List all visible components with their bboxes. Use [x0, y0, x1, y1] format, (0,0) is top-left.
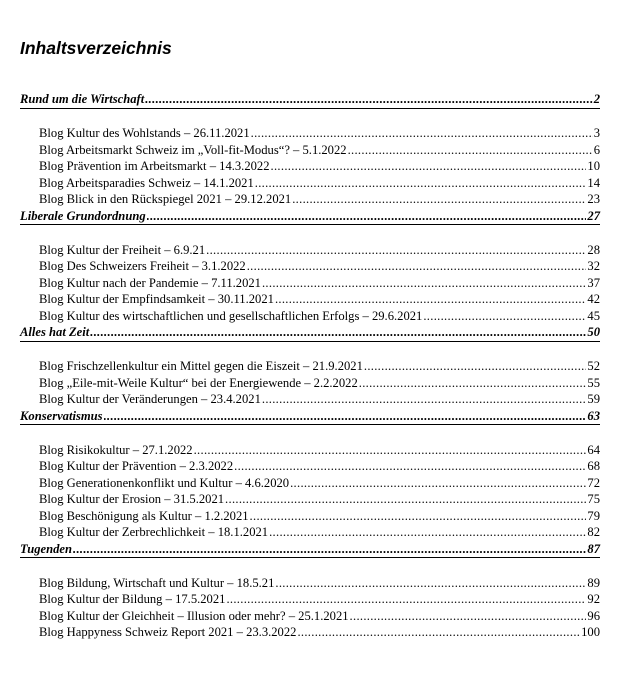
toc-entry[interactable]	[20, 242, 600, 259]
entry-title: Blog Kultur der Zerbrechlichkeit – 18.1.2021	[39, 525, 269, 539]
section-page-number: 27	[587, 208, 600, 223]
toc-entry[interactable]	[20, 442, 600, 459]
dot-leader	[206, 242, 586, 259]
entry-page-number: 82	[587, 525, 600, 539]
entry-title: Blog Bildung, Wirtschaft und Kultur – 18.5.21	[39, 575, 275, 590]
section-page-number: 63	[587, 408, 600, 423]
entry-title: Blog Kultur der Erosion – 31.5.2021	[39, 492, 225, 506]
table-of-contents	[20, 91, 600, 641]
dot-leader	[359, 375, 587, 392]
dot-leader	[145, 91, 592, 108]
entry-page-number: 92	[587, 592, 600, 606]
toc-entry[interactable]	[20, 275, 600, 292]
entry-title: Blog Frischzellenkultur ein Mittel gegen die Eiszeit – 21.9.2021	[39, 359, 363, 373]
entry-title: Blog Kultur der Gleichheit – Illusion oder mehr? – 25.1.2021	[39, 608, 349, 623]
section-title: Tugenden	[20, 541, 73, 556]
toc-section-heading[interactable]	[20, 541, 600, 559]
dot-leader	[275, 575, 586, 592]
entry-page-number: 42	[587, 292, 600, 306]
dot-leader	[297, 624, 580, 641]
entry-title: Blog Kultur der Freiheit – 6.9.21	[39, 242, 206, 257]
section-title: Liberale Grundordnung	[20, 208, 146, 223]
toc-entry[interactable]	[20, 491, 600, 508]
toc-entry[interactable]	[20, 175, 600, 192]
entry-page-number: 10	[587, 159, 600, 173]
toc-entry[interactable]	[20, 158, 600, 175]
entry-title: Blog Kultur der Prävention – 2.3.2022	[39, 459, 234, 473]
entry-title: Blog Kultur der Empfindsamkeit – 30.11.2021	[39, 292, 274, 306]
entry-page-number: 23	[587, 192, 600, 206]
dot-leader	[73, 541, 586, 558]
entry-title: Blog Blick in den Rückspiegel 2021 – 29.12.2021	[39, 192, 292, 206]
entry-title: Blog Kultur des wirtschaftlichen und gesellschaftlichen Erfolgs – 29.6.2021	[39, 308, 423, 323]
toc-entry[interactable]	[20, 375, 600, 392]
dot-leader	[348, 142, 593, 159]
toc-entry[interactable]	[20, 624, 600, 641]
dot-leader	[226, 591, 586, 608]
dot-leader	[269, 524, 586, 541]
dot-leader	[350, 608, 587, 625]
toc-entry[interactable]	[20, 125, 600, 142]
spacer	[20, 558, 600, 575]
entry-page-number: 3	[593, 126, 600, 140]
dot-leader	[275, 291, 586, 308]
entry-title: Blog Happyness Schweiz Report 2021 – 23.3.2022	[39, 625, 297, 639]
entry-title: Blog Kultur des Wohlstands – 26.11.2021	[39, 126, 250, 140]
section-title: Konservatismus	[20, 408, 103, 423]
toc-entry[interactable]	[20, 524, 600, 541]
dot-leader	[292, 191, 586, 208]
toc-entry[interactable]	[20, 458, 600, 475]
toc-entry[interactable]	[20, 258, 600, 275]
entry-page-number: 100	[581, 625, 600, 639]
section-title: Alles hat Zeit	[20, 325, 90, 339]
entry-page-number: 55	[587, 375, 600, 390]
toc-entry[interactable]	[20, 608, 600, 625]
toc-section-heading[interactable]	[20, 208, 600, 226]
entry-page-number: 14	[587, 175, 600, 190]
entry-title: Blog Kultur nach der Pandemie – 7.11.2021	[39, 275, 261, 290]
dot-leader	[247, 258, 587, 275]
dot-leader	[423, 308, 586, 325]
toc-entry[interactable]	[20, 291, 600, 308]
entry-title: Blog „Eile-mit-Weile Kultur“ bei der Energiewende – 2.2.2022	[39, 375, 358, 390]
entry-page-number: 28	[587, 242, 600, 257]
toc-section-heading[interactable]	[20, 91, 600, 109]
section-page-number: 2	[593, 92, 600, 106]
section-page-number: 87	[587, 541, 600, 556]
entry-page-number: 64	[587, 442, 600, 457]
toc-entry[interactable]	[20, 575, 600, 592]
dot-leader	[194, 442, 587, 459]
entry-page-number: 6	[593, 142, 600, 157]
dot-leader	[364, 358, 587, 375]
entry-title: Blog Kultur der Veränderungen – 23.4.2021	[39, 392, 261, 406]
spacer	[20, 109, 600, 126]
entry-title: Blog Risikokultur – 27.1.2022	[39, 442, 193, 457]
dot-leader	[225, 491, 586, 508]
entry-page-number: 52	[587, 359, 600, 373]
dot-leader	[90, 324, 586, 341]
toc-entry[interactable]	[20, 142, 600, 159]
dot-leader	[251, 125, 593, 142]
dot-leader	[104, 408, 587, 425]
dot-leader	[234, 458, 586, 475]
toc-entry[interactable]	[20, 191, 600, 208]
dot-leader	[250, 508, 587, 525]
dot-leader	[262, 391, 587, 408]
dot-leader	[262, 275, 586, 292]
entry-page-number: 68	[587, 459, 600, 473]
entry-page-number: 96	[587, 608, 600, 623]
toc-entry[interactable]	[20, 391, 600, 408]
section-page-number: 50	[587, 325, 600, 339]
toc-entry[interactable]	[20, 475, 600, 492]
toc-entry[interactable]	[20, 358, 600, 375]
entry-page-number: 37	[587, 275, 600, 290]
entry-title: Blog Arbeitsmarkt Schweiz im „Voll-fit-Modus“? – 5.1.2022	[39, 142, 347, 157]
entry-title: Blog Arbeitsparadies Schweiz – 14.1.2021	[39, 175, 254, 190]
page-title: Inhaltsverzeichnis	[20, 38, 172, 58]
entry-page-number: 89	[587, 575, 600, 590]
entry-page-number: 59	[587, 392, 600, 406]
entry-title: Blog Generationenkonflikt und Kultur – 4.6.2020	[39, 475, 290, 490]
section-title: Rund um die Wirtschaft	[20, 92, 145, 106]
entry-title: Blog Prävention im Arbeitsmarkt – 14.3.2022	[39, 159, 270, 173]
entry-page-number: 79	[587, 508, 600, 523]
entry-title: Blog Beschönigung als Kultur – 1.2.2021	[39, 508, 249, 523]
toc-entry[interactable]	[20, 308, 600, 325]
entry-page-number: 75	[587, 492, 600, 506]
toc-entry[interactable]	[20, 508, 600, 525]
entry-title: Blog Des Schweizers Freiheit – 3.1.2022	[39, 259, 246, 273]
entry-title: Blog Kultur der Bildung – 17.5.2021	[39, 592, 226, 606]
dot-leader	[255, 175, 587, 192]
entry-page-number: 32	[587, 259, 600, 273]
spacer	[20, 225, 600, 242]
entry-page-number: 45	[587, 308, 600, 323]
dot-leader	[271, 158, 587, 175]
dot-leader	[147, 208, 587, 225]
toc-section-heading[interactable]	[20, 408, 600, 426]
dot-leader	[290, 475, 586, 492]
toc-section-heading[interactable]	[20, 324, 600, 342]
spacer	[20, 425, 600, 442]
spacer	[20, 342, 600, 359]
entry-page-number: 72	[587, 475, 600, 490]
toc-entry[interactable]	[20, 591, 600, 608]
